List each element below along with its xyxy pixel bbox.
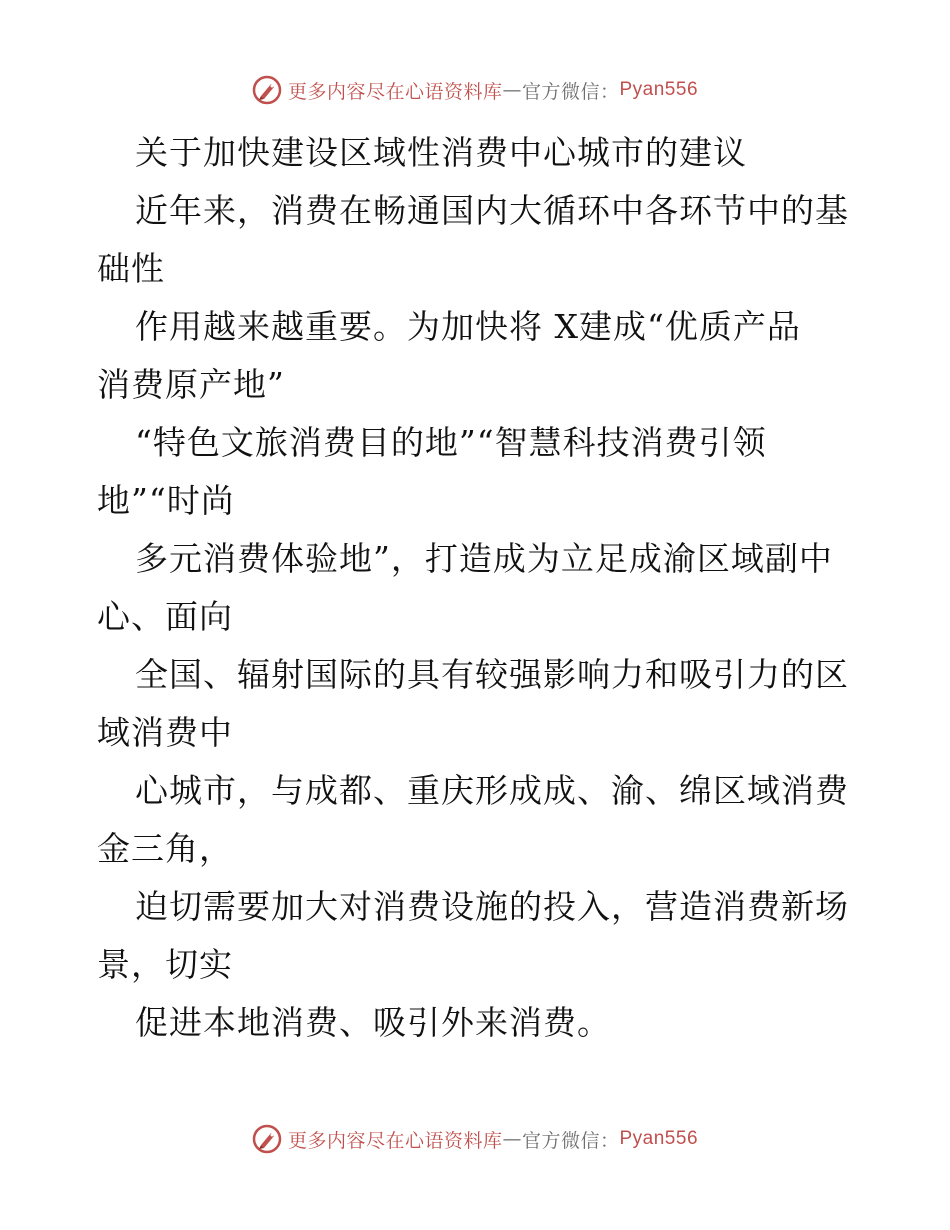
banner-wechat-id: Pyan556 xyxy=(619,1128,699,1149)
banner-label: 官方微信： xyxy=(521,80,620,103)
text-line: 金三角， xyxy=(97,829,233,868)
text-line: 础性 xyxy=(97,249,165,288)
text-line: 近年来，消费在畅通国内大循环中各环节中的基 xyxy=(135,191,849,230)
banner-dash: — xyxy=(502,79,522,101)
text-line: 地”“时尚 xyxy=(97,481,235,520)
header-banner xyxy=(0,70,950,110)
pen-logo-icon xyxy=(252,1124,282,1154)
text-line: “特色文旅消费目的地”“智慧科技消费引领 xyxy=(135,423,767,462)
text-line: 景，切实 xyxy=(97,945,233,984)
banner-wechat-id: Pyan556 xyxy=(619,79,699,100)
banner-label: 官方微信： xyxy=(521,1129,620,1152)
text-line: 消费原产地” xyxy=(97,365,285,404)
text-line: 全国、辐射国际的具有较强影响力和吸引力的区 xyxy=(135,655,849,694)
text-line: 心、面向 xyxy=(97,597,233,636)
text-line: 迫切需要加大对消费设施的投入，营造消费新场 xyxy=(135,887,849,926)
text-line: 促进本地消费、吸引外来消费。 xyxy=(135,1003,611,1042)
banner-dash: — xyxy=(502,1128,522,1150)
text-line: 域消费中 xyxy=(97,713,233,752)
document-body xyxy=(97,124,857,1052)
document-title: 关于加快建设区域性消费中心城市的建议 xyxy=(135,133,747,172)
footer-banner xyxy=(0,1119,950,1159)
text-line: 心城市，与成都、重庆形成成、渝、绵区域消费 xyxy=(135,771,849,810)
pen-logo-icon xyxy=(252,75,282,105)
banner-brand: 更多内容尽在心语资料库 xyxy=(287,80,503,103)
text-line: 多元消费体验地”，打造成为立足成渝区域副中 xyxy=(135,539,833,578)
banner-brand: 更多内容尽在心语资料库 xyxy=(287,1129,503,1152)
text-line: 作用越来越重要。为加快将 X建成“优质产品 xyxy=(135,307,801,346)
